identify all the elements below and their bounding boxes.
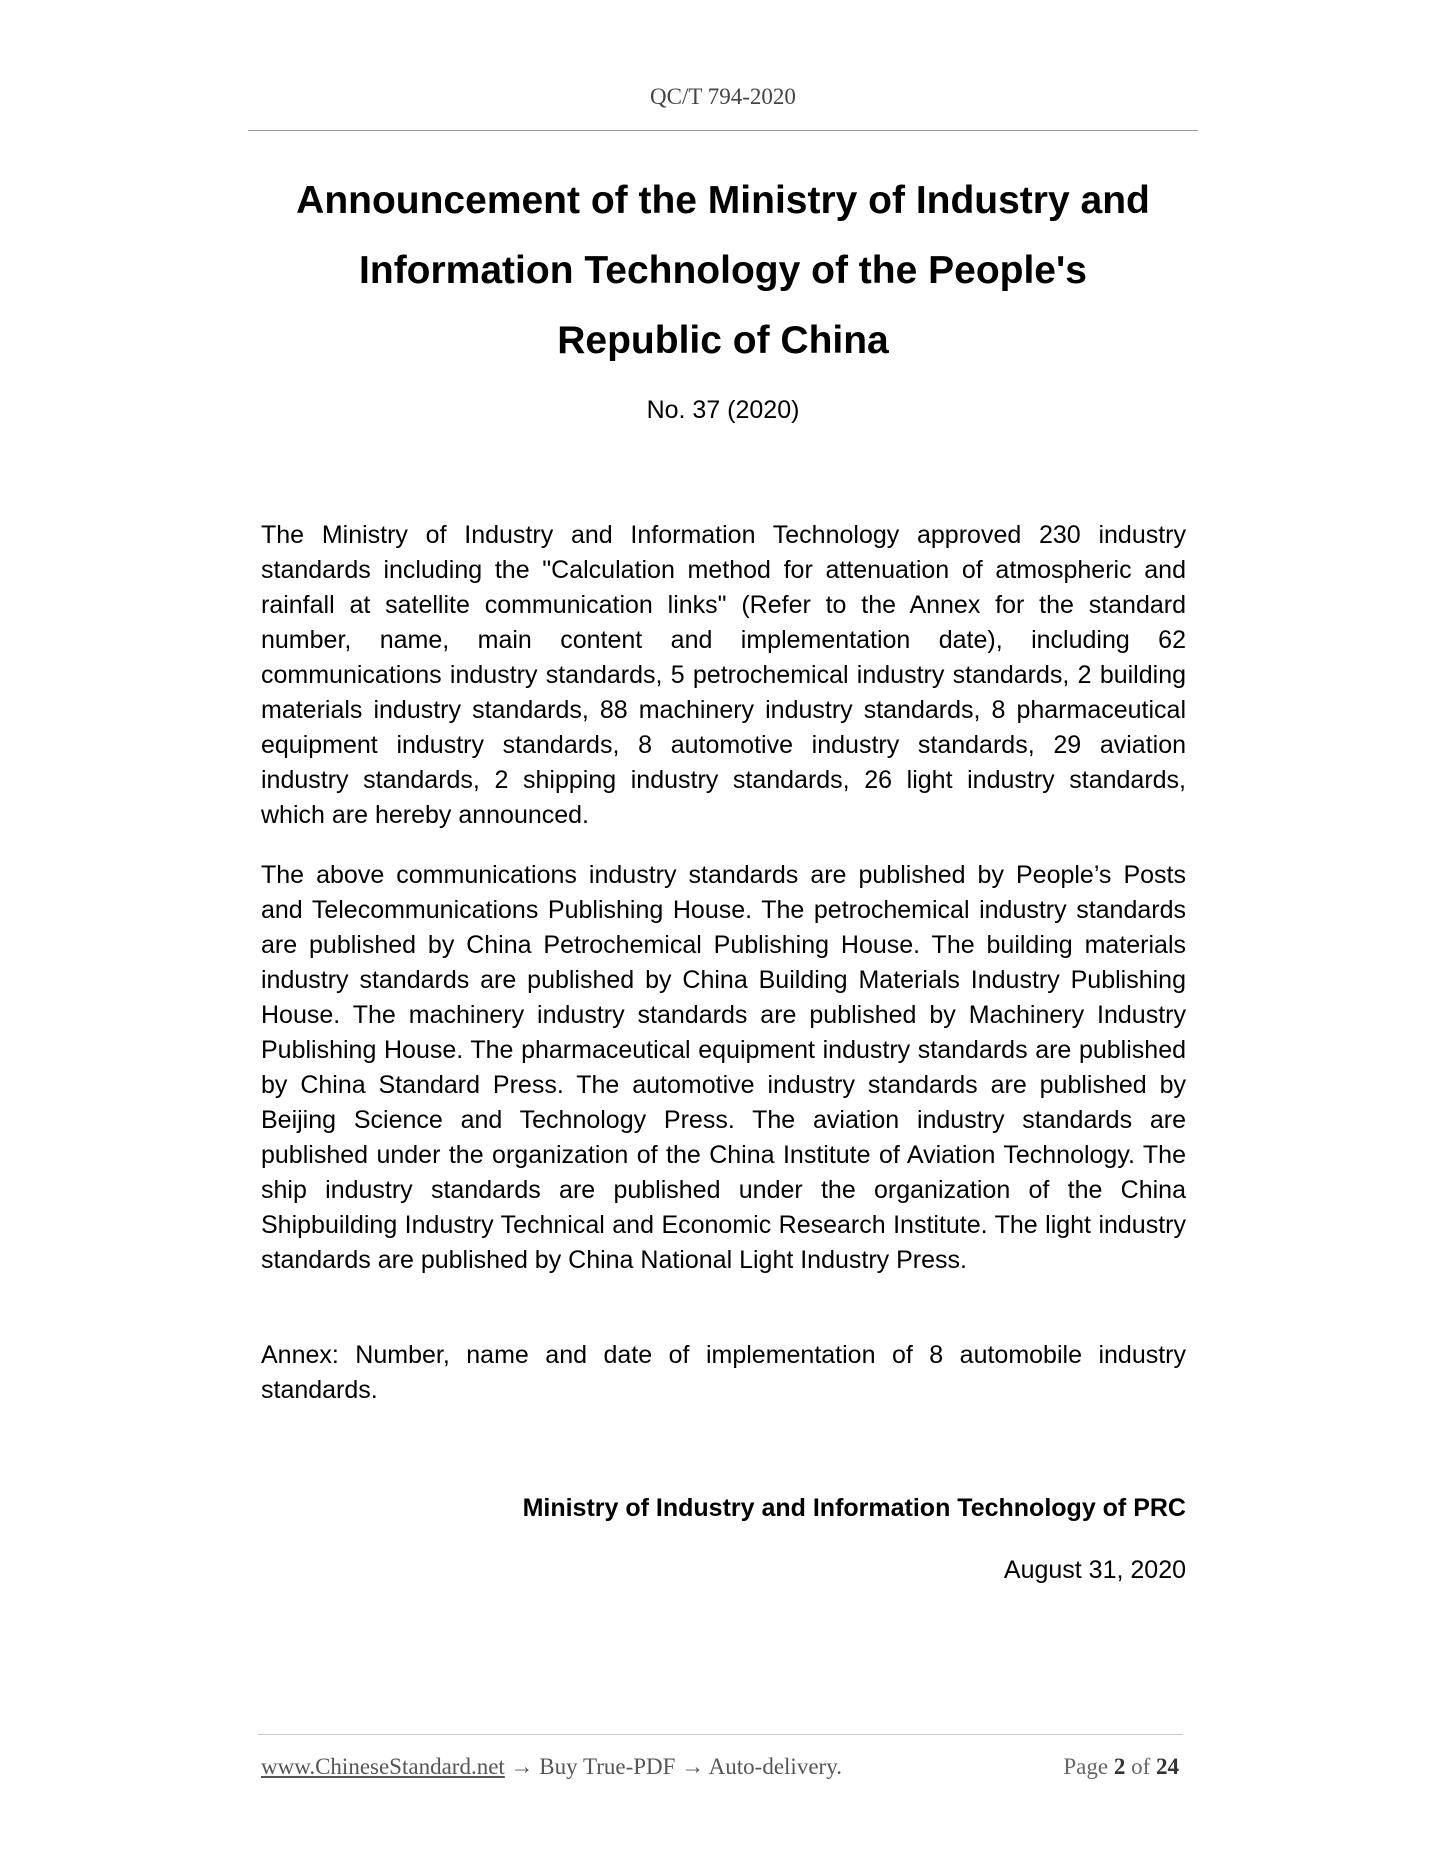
title-line-2: Information Technology of the People's [359, 249, 1087, 292]
title-line-3: Republic of China [557, 319, 889, 362]
page-label: Page [1063, 1754, 1109, 1779]
arrow-right-icon: → [504, 1754, 540, 1779]
page-current: 2 [1113, 1754, 1126, 1779]
footer-promo [261, 1754, 842, 1780]
body-paragraph-publishers: The above communications industry standards are published by People’s Posts and Telecommunications Publishing House. The petrochemical industry standards are published by China Petrochemical Publishing House. The building materials industry standards are published by China Building Materials Industry Publishing House. The machinery industry standards are published by Machinery Industry Publishing House. The pharmaceutical equipment industry standards are published by China Standard Press. The automotive industry standards are published by Beijing Science and Technology Press. The aviation industry standards are published under the organization of the China Institute of Aviation Technology. The ship industry standards are published under the organization of the China Shipbuilding Industry Technical and Economic Research Institute. The light industry standards are published by China National Light Industry Press. [261, 861, 1186, 1274]
body-paragraph-annex: Annex: Number, name and date of implementation of 8 automobile industry standards. [261, 1341, 1186, 1404]
announcement-number: No. 37 (2020) [646, 396, 800, 424]
buy-pdf-text: Buy True-PDF [539, 1754, 676, 1779]
footer-divider [258, 1734, 1183, 1735]
running-header-doc-code: QC/T 794-2020 [650, 84, 796, 109]
auto-delivery-text: Auto-delivery. [708, 1754, 842, 1779]
website-link[interactable]: www.ChineseStandard.net [261, 1754, 505, 1779]
signature-date: August 31, 2020 [1003, 1556, 1186, 1584]
document-title [248, 166, 1198, 376]
signature-organization: Ministry of Industry and Information Technology of PRC [522, 1494, 1186, 1522]
arrow-right-icon: → [675, 1754, 709, 1779]
page-total: 24 [1156, 1754, 1179, 1779]
header-divider [248, 130, 1198, 131]
body-paragraph-approval: The Ministry of Industry and Information Technology approved 230 industry standards including the "Calculation method for attenuation of atmospheric and rainfall at satellite communication links" (Refer to the Annex for the standard number, name, main content and implementation date), including 62 communications industry standards, 5 petrochemical industry standards, 2 building materials industry standards, 88 machinery industry standards, 8 pharmaceutical equipment industry standards, 8 automotive industry standards, 29 aviation industry standards, 2 shipping industry standards, 26 light industry standards, which are hereby announced. [261, 521, 1186, 829]
title-line-1: Announcement of the Ministry of Industry and [296, 179, 1150, 222]
page-indicator [1063, 1754, 1179, 1780]
page-of-label: of [1131, 1754, 1151, 1779]
